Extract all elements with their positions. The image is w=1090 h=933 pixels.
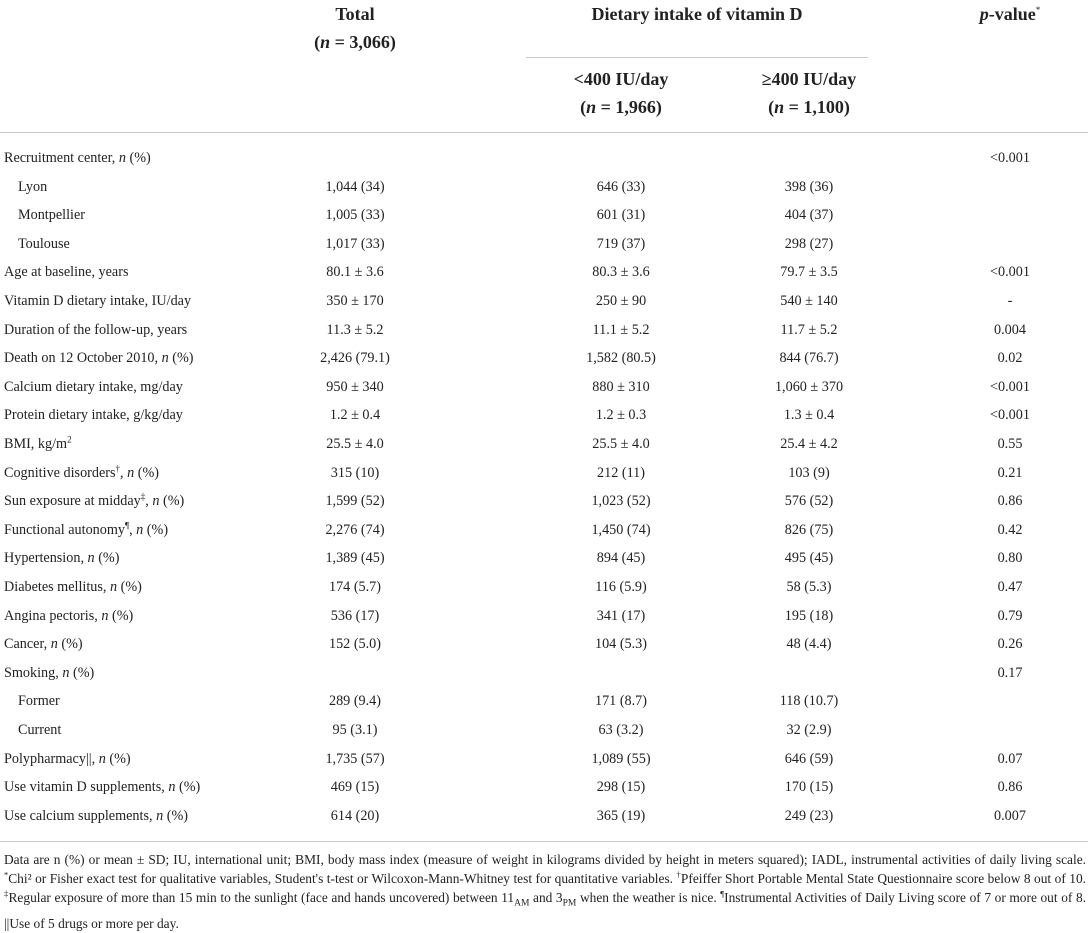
cell-total: 1,017 (33) [325, 235, 385, 252]
cell-high-intake: 298 (27) [784, 235, 834, 252]
table-row [0, 602, 1090, 631]
cell-p-value: 0.86 [997, 493, 1023, 510]
header-low [521, 65, 721, 121]
cell-total: 1,735 (57) [325, 750, 385, 767]
header-p-value: p-value* [979, 4, 1041, 24]
table-row [0, 544, 1090, 573]
cell-total: 174 (5.7) [328, 579, 381, 595]
cell-high-intake: 58 (5.3) [786, 579, 832, 595]
cell-p-value: - [1007, 293, 1013, 309]
cell-p-value: <0.001 [990, 407, 1030, 424]
header-low-n: (n = 1,966) [580, 97, 662, 117]
cell-low-intake: 719 (37) [596, 235, 646, 252]
cell-total: 289 (9.4) [328, 693, 381, 710]
cell-total: 1.2 ± 0.4 [329, 407, 381, 424]
cell-high-intake: 1.3 ± 0.4 [783, 407, 835, 424]
cell-high-intake: 398 (36) [784, 178, 834, 195]
row-label: Cognitive disorders†, n (%) [4, 462, 160, 481]
row-label: Recruitment center, n (%) [4, 150, 151, 166]
header-rule [0, 132, 1088, 133]
table-row [0, 316, 1090, 345]
cell-high-intake: 170 (15) [784, 779, 834, 796]
cell-p-value: <0.001 [990, 264, 1030, 281]
header-low-label: <400 IU/day [573, 69, 669, 89]
cell-p-value: 0.47 [997, 579, 1023, 595]
cell-total: 1,599 (52) [325, 493, 385, 510]
cell-low-intake: 1.2 ± 0.3 [595, 407, 647, 424]
table-row [0, 373, 1090, 402]
cell-low-intake: 171 (8.7) [594, 693, 647, 710]
cell-p-value: 0.21 [997, 464, 1023, 481]
cell-high-intake: 844 (76.7) [779, 350, 839, 367]
table-row [0, 773, 1090, 802]
cell-total: 315 (10) [330, 464, 380, 481]
cell-low-intake: 80.3 ± 3.6 [592, 264, 650, 281]
table-row [0, 516, 1090, 545]
table-row [0, 144, 1090, 173]
table-row [0, 687, 1090, 716]
table-row [0, 459, 1090, 488]
cell-p-value: 0.02 [997, 350, 1023, 367]
table-row [0, 401, 1090, 430]
row-label: Polypharmacy||, n (%) [4, 750, 131, 767]
header-high [709, 65, 909, 121]
row-label: Age at baseline, years [4, 264, 129, 281]
cell-high-intake: 79.7 ± 3.5 [780, 264, 838, 281]
cell-high-intake: 404 (37) [784, 207, 834, 224]
cell-total: 1,044 (34) [325, 178, 385, 195]
cell-total: 350 ± 170 [326, 293, 384, 309]
row-label: Use vitamin D supplements, n (%) [4, 779, 201, 796]
cell-low-intake: 1,450 (74) [591, 521, 651, 538]
row-label: Cancer, n (%) [4, 636, 83, 653]
cell-total: 152 (5.0) [328, 636, 381, 653]
table-row [0, 802, 1090, 831]
row-label: Protein dietary intake, g/kg/day [4, 407, 183, 424]
row-label: Calcium dietary intake, mg/day [4, 378, 183, 395]
cell-total: 950 ± 340 [326, 378, 384, 395]
table-row [0, 573, 1090, 602]
row-label: Toulouse [18, 235, 70, 252]
table-row [0, 630, 1090, 659]
cell-low-intake: 601 (31) [596, 207, 646, 224]
cell-high-intake: 32 (2.9) [786, 722, 832, 738]
table-row [0, 344, 1090, 373]
cell-total: 2,426 (79.1) [320, 350, 390, 367]
table-row [0, 287, 1090, 316]
cell-p-value: 0.42 [997, 521, 1023, 538]
row-label: Current [18, 722, 62, 738]
cell-p-value: <0.001 [990, 378, 1030, 395]
cell-p-value: 0.07 [997, 750, 1023, 767]
cell-p-value: 0.26 [997, 636, 1023, 653]
cell-low-intake: 116 (5.9) [595, 579, 647, 595]
cell-high-intake: 103 (9) [788, 464, 830, 481]
header-total-n: (n = 3,066) [314, 32, 396, 52]
cell-high-intake: 646 (59) [784, 750, 834, 767]
cell-p-value: 0.86 [997, 779, 1023, 796]
row-label: Smoking, n (%) [4, 664, 95, 681]
cell-high-intake: 11.7 ± 5.2 [780, 321, 838, 338]
header-group-title: Dietary intake of vitamin D [591, 4, 803, 24]
cell-p-value: 0.55 [997, 436, 1023, 452]
table-footnote: Data are n (%) or mean ± SD; IU, international unit; BMI, body mass index (measure of weight in kilograms divided by height in meters squared); IADL, instrumental activities of daily living scale. *Chi² or Fisher exact test for qualitative variables, Student's t-test or Wilcoxon-Mann-Whitney test for quantitative variables. †Pfeiffer Short Portable Mental State Questionnaire score below 8 out of 10. ‡Regular exposure of more than 15 min to the sunlight (face and hands uncovered) between $11_{AM}$ and $3_{PM}$ when the weather is nice. ¶Instrumental Activities of Daily Living score of 7 or more out of 8. ||Use of 5 drugs or more per day. [4, 852, 1087, 931]
footer-rule [0, 841, 1088, 842]
cell-p-value: 0.80 [997, 550, 1023, 567]
cell-low-intake: 341 (17) [596, 607, 646, 624]
cell-low-intake: 63 (3.2) [598, 722, 644, 738]
header-group-rule [526, 57, 868, 58]
row-label: Lyon [18, 178, 48, 195]
header-total [280, 0, 430, 56]
cell-high-intake: 540 ± 140 [780, 293, 838, 309]
table-row [0, 258, 1090, 287]
header-total-title: Total [335, 4, 375, 24]
row-label: Diabetes mellitus, n (%) [4, 579, 142, 595]
table-row [0, 745, 1090, 774]
cell-total: 2,276 (74) [325, 521, 385, 538]
cell-low-intake: 250 ± 90 [595, 293, 647, 309]
cell-low-intake: 104 (5.3) [594, 636, 647, 653]
cell-total: 1,389 (45) [325, 550, 385, 567]
cell-p-value: <0.001 [990, 150, 1030, 166]
cell-low-intake: 212 (11) [597, 464, 645, 481]
row-label: Angina pectoris, n (%) [4, 607, 134, 624]
cell-high-intake: 48 (4.4) [786, 636, 832, 653]
row-label: Sun exposure at midday‡, n (%) [4, 491, 185, 510]
cell-p-value: 0.17 [997, 664, 1023, 681]
cell-high-intake: 495 (45) [784, 550, 834, 567]
table-row [0, 430, 1090, 459]
cell-total: 1,005 (33) [325, 207, 385, 224]
cell-total: 80.1 ± 3.6 [326, 264, 384, 281]
header-high-n: (n = 1,100) [768, 97, 850, 117]
cell-total: 11.3 ± 5.2 [326, 321, 384, 338]
cell-low-intake: 880 ± 310 [592, 378, 650, 395]
cell-high-intake: 195 (18) [784, 607, 834, 624]
row-label: Functional autonomy¶, n (%) [4, 520, 169, 538]
cell-low-intake: 365 (19) [596, 807, 646, 824]
row-label: Duration of the follow-up, years [4, 321, 188, 338]
table-row [0, 173, 1090, 202]
cell-low-intake: 25.5 ± 4.0 [592, 436, 650, 452]
cell-low-intake: 1,023 (52) [591, 493, 651, 510]
cell-high-intake: 1,060 ± 370 [774, 378, 844, 395]
table-row [0, 659, 1090, 688]
row-label: Former [18, 693, 60, 710]
row-label: Montpellier [18, 207, 85, 224]
cell-high-intake: 25.4 ± 4.2 [780, 436, 838, 452]
cell-low-intake: 894 (45) [596, 550, 646, 567]
header-high-label: ≥400 IU/day [761, 69, 857, 89]
cell-p-value: 0.79 [997, 607, 1023, 624]
cell-high-intake: 118 (10.7) [779, 693, 839, 710]
row-label: Death on 12 October 2010, n (%) [4, 350, 194, 367]
cell-p-value: 0.004 [994, 321, 1026, 338]
table-row [0, 487, 1090, 516]
cell-low-intake: 298 (15) [596, 779, 646, 796]
cell-low-intake: 1,089 (55) [591, 750, 651, 767]
cell-total: 469 (15) [330, 779, 380, 796]
row-label: Use calcium supplements, n (%) [4, 807, 189, 824]
cell-high-intake: 249 (23) [784, 807, 834, 824]
cell-total: 25.5 ± 4.0 [326, 436, 384, 452]
table-row [0, 716, 1090, 745]
table-row [0, 201, 1090, 230]
cell-low-intake: 646 (33) [596, 178, 646, 195]
cell-high-intake: 826 (75) [784, 521, 834, 538]
cell-total: 536 (17) [330, 607, 380, 624]
cell-high-intake: 576 (52) [784, 493, 834, 510]
table-row [0, 230, 1090, 259]
row-label: Hypertension, n (%) [4, 550, 120, 567]
cell-total: 95 (3.1) [332, 722, 378, 738]
row-label: Vitamin D dietary intake, IU/day [4, 293, 192, 309]
cell-total: 614 (20) [330, 807, 380, 824]
cell-low-intake: 11.1 ± 5.2 [592, 321, 650, 338]
cell-p-value: 0.007 [994, 807, 1026, 824]
row-label: BMI, $kg/m^2$ [4, 434, 72, 452]
cell-low-intake: 1,582 (80.5) [586, 350, 656, 367]
